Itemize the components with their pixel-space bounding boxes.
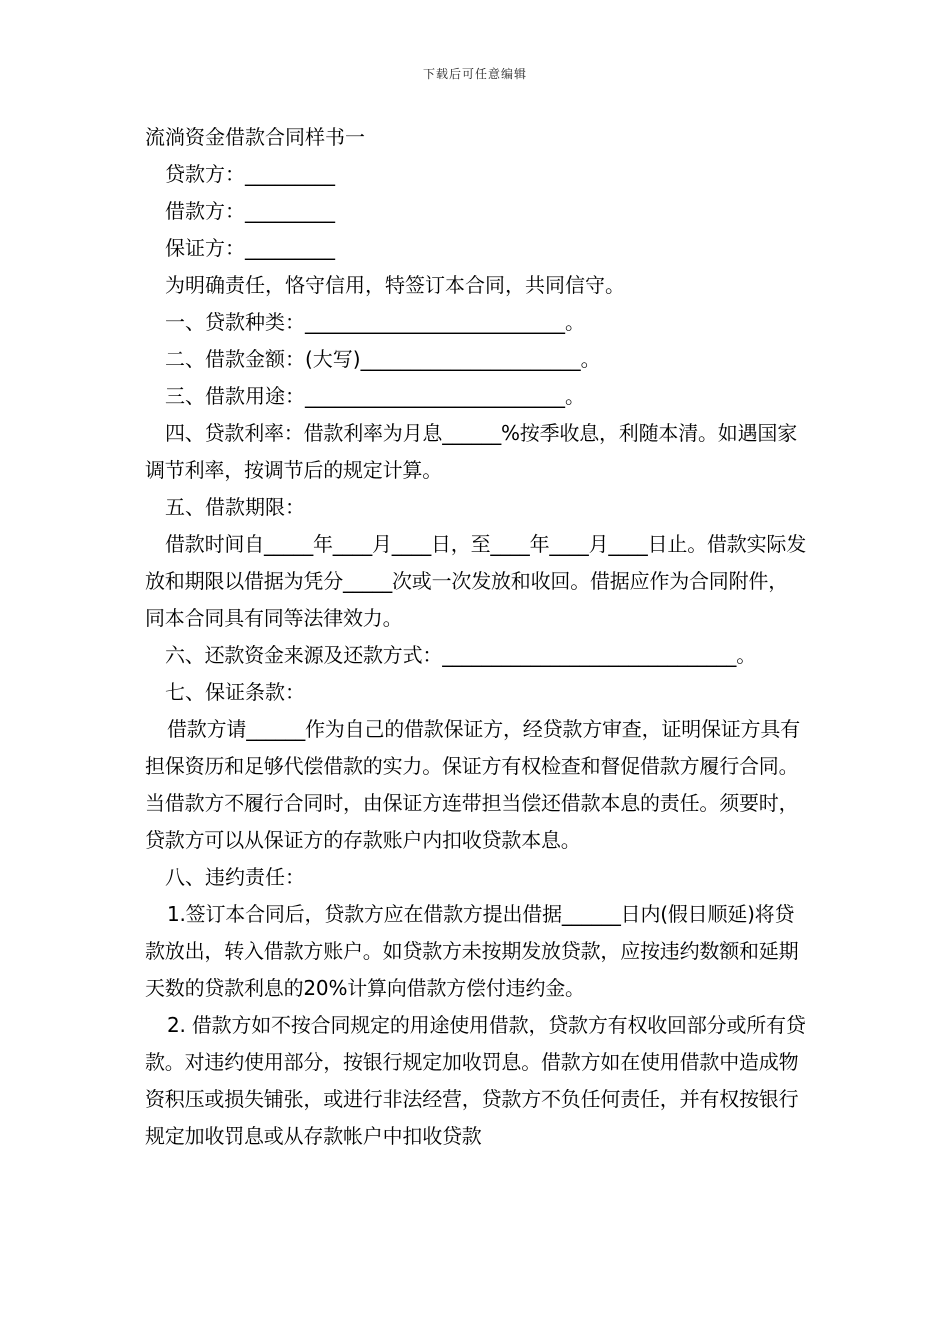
- guarantor-line: 保证方：_________: [165, 236, 335, 260]
- lender-line: 贷款方：_________: [165, 162, 335, 186]
- clause-liability-item-2: 2. 借款方如不按合同规定的用途使用借款，贷款方有权收回部分或所有贷款。对违约使用部分，按银行规定加收罚息。借款方如在使用借款中造成物资积压或损失铺张，或进行非法经营，贷款方不负任何责任，并有权按银行规定加收罚息或从存款帐户中扣收贷款: [145, 1013, 806, 1148]
- clause-interest-rate: 四、贷款利率：借款利率为月息______%按季收息，利随本清。如遇国家调节利率，按调节后的规定计算。: [145, 421, 798, 482]
- clause-loan-amount: 二、借款金额：(大写)______________________。: [165, 347, 601, 371]
- clause-guarantee-body: 借款方请______作为自己的借款保证方，经贷款方审查，证明保证方具有担保资历和足够代偿借款的实力。保证方有权检查和督促借款方履行合同。当借款方不履行合同时，由保证方连带担当偿还借款本息的责任。须要时，贷款方可以从保证方的存款账户内扣收贷款本息。: [145, 717, 800, 852]
- borrower-line: 借款方：_________: [165, 199, 335, 223]
- clause-loan-purpose: 三、借款用途：__________________________。: [165, 384, 585, 408]
- clause-liability-item-1: 1.签订本合同后，贷款方应在借款方提出借据______日内(假日顺延)将贷款放出，转入借款方账户。如贷款方未按期发放贷款，应按违约数额和延期天数的贷款利息的20%计算向借款方偿付违约金。: [145, 902, 799, 1000]
- clause-term-heading: 五、借款期限：: [165, 495, 305, 519]
- document-body: [145, 119, 807, 1155]
- clause-guarantee-heading: 七、保证条款：: [165, 680, 305, 704]
- clause-loan-type: 一、贷款种类：__________________________。: [165, 310, 585, 334]
- clause-liability-heading: 八、违约责任：: [165, 865, 305, 889]
- document-title: 流淌资金借款合同样书一: [145, 125, 365, 149]
- preamble: 为明确责任，恪守信用，特签订本合同，共同信守。: [165, 273, 625, 297]
- clause-repayment: 六、还款资金来源及还款方式：______________________________。: [165, 643, 756, 667]
- clause-term-body: 借款时间自_____年____月____日，至____年____月____日止。借款实际发放和期限以借据为凭分_____次或一次发放和收回。借据应作为合同附件，同本合同具有同等法律效力。: [145, 532, 806, 630]
- page-header: 下载后可任意编辑: [422, 67, 527, 81]
